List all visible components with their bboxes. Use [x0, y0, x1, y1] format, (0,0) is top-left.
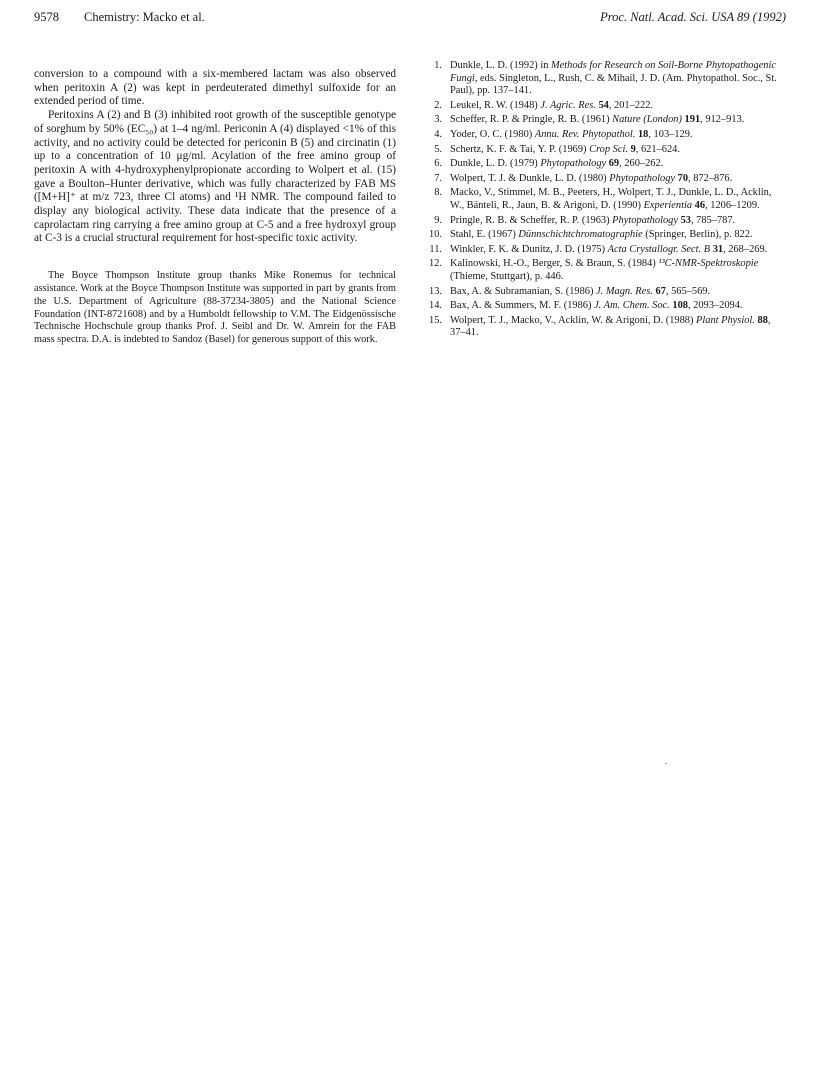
reference-item: [420, 229, 786, 242]
reference-segment: Stahl, E. (1967): [450, 229, 519, 241]
reference-text: [450, 129, 786, 142]
reference-segment: (Springer, Berlin), p. 822.: [642, 229, 753, 241]
body-paragraph: conversion to a compound with a six-membered lactam was also observed when peritoxin A (2) was kept in perdeuterated dimethyl sulfoxide for an extended period of time.: [34, 68, 396, 108]
reference-segment: , 103–129.: [648, 128, 693, 140]
reference-segment: Dunkle, L. D. (1992) in: [450, 60, 552, 71]
reference-segment: Bax, A. & Subramanian, S. (1986): [450, 285, 597, 297]
reference-number: 7.: [434, 172, 442, 184]
reference-text: [450, 215, 786, 228]
reference-source: Annu. Rev. Phytopathol.: [534, 128, 636, 140]
reference-text: [450, 229, 786, 242]
reference-source: Experientia: [643, 199, 693, 211]
reference-volume: 31: [712, 243, 724, 255]
reference-volume: 67: [655, 285, 666, 297]
reference-volume: 108: [672, 300, 688, 312]
reference-segment: Leukel, R. W. (1948): [450, 99, 541, 111]
reference-number: 6.: [434, 158, 442, 170]
reference-segment: , 872–876.: [688, 172, 733, 184]
reference-segment: , 785–787.: [690, 214, 736, 226]
reference-item: [420, 286, 786, 299]
reference-item: [420, 60, 786, 98]
reference-source: Phytopathology: [609, 172, 676, 184]
running-header: [34, 10, 786, 30]
reference-segment: , 912–913.: [700, 114, 745, 126]
reference-source: Methods for Research on Soil-Borne Phytopathogenic Fungi: [450, 60, 777, 84]
reference-segment: Yoder, O. C. (1980): [450, 128, 535, 140]
reference-text: [450, 300, 786, 313]
reference-number: 12.: [429, 258, 442, 270]
reference-segment: Wolpert, T. J. & Dunkle, L. D. (1980): [450, 172, 610, 184]
reference-text: [450, 244, 786, 257]
reference-number: 3.: [434, 114, 442, 126]
reference-segment: Dunkle, L. D. (1979): [450, 158, 541, 170]
reference-segment: , 565–569.: [665, 285, 711, 297]
reference-item: [420, 300, 786, 313]
reference-number: 1.: [434, 60, 442, 71]
reference-segment: Bax, A. & Summers, M. F. (1986): [450, 300, 595, 312]
reference-source: Plant Physiol.: [696, 314, 755, 326]
reference-number: 15.: [429, 314, 442, 326]
reference-source: Crop Sci.: [589, 143, 628, 155]
reference-number: 14.: [429, 300, 442, 312]
reference-segment: (Thieme, Stuttgart), p. 446.: [450, 270, 564, 282]
reference-segment: Winkler, F. K. & Dunitz, J. D. (1975): [450, 243, 608, 255]
reference-volume: 18: [637, 128, 649, 140]
reference-segment: Macko, V., Stimmel, M. B., Peeters, H., Wolpert, T. J., Dunkle, L. D., Acklin, W., Bänteli, R., Jaun, B. & Arigoni, D. (1990): [450, 187, 772, 211]
reference-item: [420, 114, 786, 127]
reference-text: [450, 173, 786, 186]
reference-volume: 191: [684, 114, 701, 126]
reference-text: [450, 60, 786, 98]
left-column: [34, 68, 396, 347]
reference-item: [420, 100, 786, 113]
reference-number: 4.: [434, 128, 442, 140]
section-title: Chemistry: Macko et al.: [84, 10, 205, 24]
reference-number: 13.: [429, 285, 442, 297]
reference-text: [450, 315, 786, 340]
reference-segment: , 37–41.: [450, 314, 771, 339]
reference-segment: Wolpert, T. J., Macko, V., Acklin, W. & Arigoni, D. (1988): [450, 314, 697, 326]
reference-volume: 69: [608, 158, 620, 170]
reference-segment: , eds. Singleton, L., Rush, C. & Mihail, J. D. (Am. Phytopathol. Soc., St. Paul), pp. 137–141.: [450, 72, 777, 97]
reference-source: Acta Crystallogr. Sect. B: [607, 243, 711, 255]
reference-segment: Scheffer, R. P. & Pringle, R. B. (1961): [450, 114, 613, 126]
reference-number: 8.: [434, 187, 442, 199]
reference-item: [420, 158, 786, 171]
reference-number: 9.: [434, 214, 442, 226]
reference-source: Phytopathology: [612, 214, 678, 226]
reference-source: Dünnschichtchromatographie: [518, 229, 643, 241]
reference-segment: , 1206–1209.: [705, 199, 760, 211]
reference-volume: 9: [630, 143, 636, 155]
reference-number: 2.: [434, 99, 442, 111]
reference-segment: , 201–222.: [608, 99, 654, 111]
reference-source: J. Agric. Res.: [540, 99, 596, 111]
reference-text: [450, 286, 786, 299]
reference-number: 10.: [429, 229, 442, 241]
reference-text: [450, 144, 786, 157]
reference-text: [450, 187, 786, 212]
reference-segment: , 2093–2094.: [687, 300, 743, 312]
reference-segment: Kalinowski, H.-O., Berger, S. & Braun, S. (1984): [450, 258, 659, 270]
reference-volume: 46: [694, 199, 706, 211]
reference-source: J. Am. Chem. Soc.: [594, 300, 670, 312]
page-speck: [665, 763, 667, 764]
reference-item: [420, 215, 786, 228]
reference-number: 5.: [434, 143, 442, 155]
reference-number: 11.: [429, 243, 442, 255]
reference-volume: 53: [680, 214, 691, 226]
page-number: 9578: [34, 10, 59, 24]
reference-volume: 54: [598, 99, 609, 111]
reference-segment: Schertz, K. F. & Tai, Y. P. (1969): [450, 143, 590, 155]
reference-item: [420, 144, 786, 157]
reference-item: [420, 244, 786, 257]
journal-citation: Proc. Natl. Acad. Sci. USA 89 (1992): [600, 10, 786, 24]
reference-segment: , 260–262.: [619, 158, 664, 170]
reference-source: J. Magn. Res.: [596, 285, 653, 297]
reference-segment: , 268–269.: [723, 243, 768, 255]
acknowledgment: The Boyce Thompson Institute group thanks Mike Ronemus for technical assistance. Work at the Boyce Thompson Institute was supported in part by grants from the U.S. Department of Agriculture (88-37234-3805) and the National Science Foundation (INT-8721608) and by a Humboldt fellowship to V.M. The Eidgenössische Technische Hochschule group thanks Prof. J. Seibl and Dr. W. Amrein for the FAB mass spectra. D.A. is indebted to Sandoz (Basel) for generous support of this work.: [34, 270, 396, 346]
reference-text: [450, 158, 786, 171]
reference-source: ¹³C-NMR-Spektroskopie: [658, 258, 759, 270]
reference-item: [420, 258, 786, 283]
reference-text: [450, 258, 786, 283]
reference-source: Phytopathology: [540, 158, 607, 170]
reference-item: [420, 187, 786, 212]
reference-source: Nature (London): [612, 114, 682, 126]
reference-text: [450, 114, 786, 127]
reference-list: [420, 60, 786, 342]
reference-item: [420, 129, 786, 142]
reference-segment: , 621–624.: [635, 143, 680, 155]
reference-volume: 70: [677, 172, 689, 184]
body-paragraph: Peritoxins A (2) and B (3) inhibited root growth of the susceptible genotype of sorghum by 50% (EC₅₀) at 1–4 ng/ml. Periconin A (4) displayed <1% of this activity, and no activity could be detected for periconin B (5) and circinatin (1) up to a concentration of 10 μg/ml. Acylation of the free amino group of peritoxin A with 4-hydroxyphenylpropionate according to Wolpert et al. (15) gave a Boulton–Hunter derivative, which was fully characterized by FAB MS ([M+H]⁺ at m/z 723, three Cl atoms) and ¹H NMR. The compound failed to display any biological activity. These data indicate that the presence of a caprolactam ring carrying a free amino group at C-5 and a free hydroxyl group at C-3 is a crucial structural requirement for host-specific toxic activity.: [34, 109, 396, 245]
reference-segment: Pringle, R. B. & Scheffer, R. P. (1963): [450, 214, 613, 226]
reference-item: [420, 173, 786, 186]
reference-item: [420, 315, 786, 340]
reference-volume: 88: [757, 314, 768, 326]
reference-text: [450, 100, 786, 113]
